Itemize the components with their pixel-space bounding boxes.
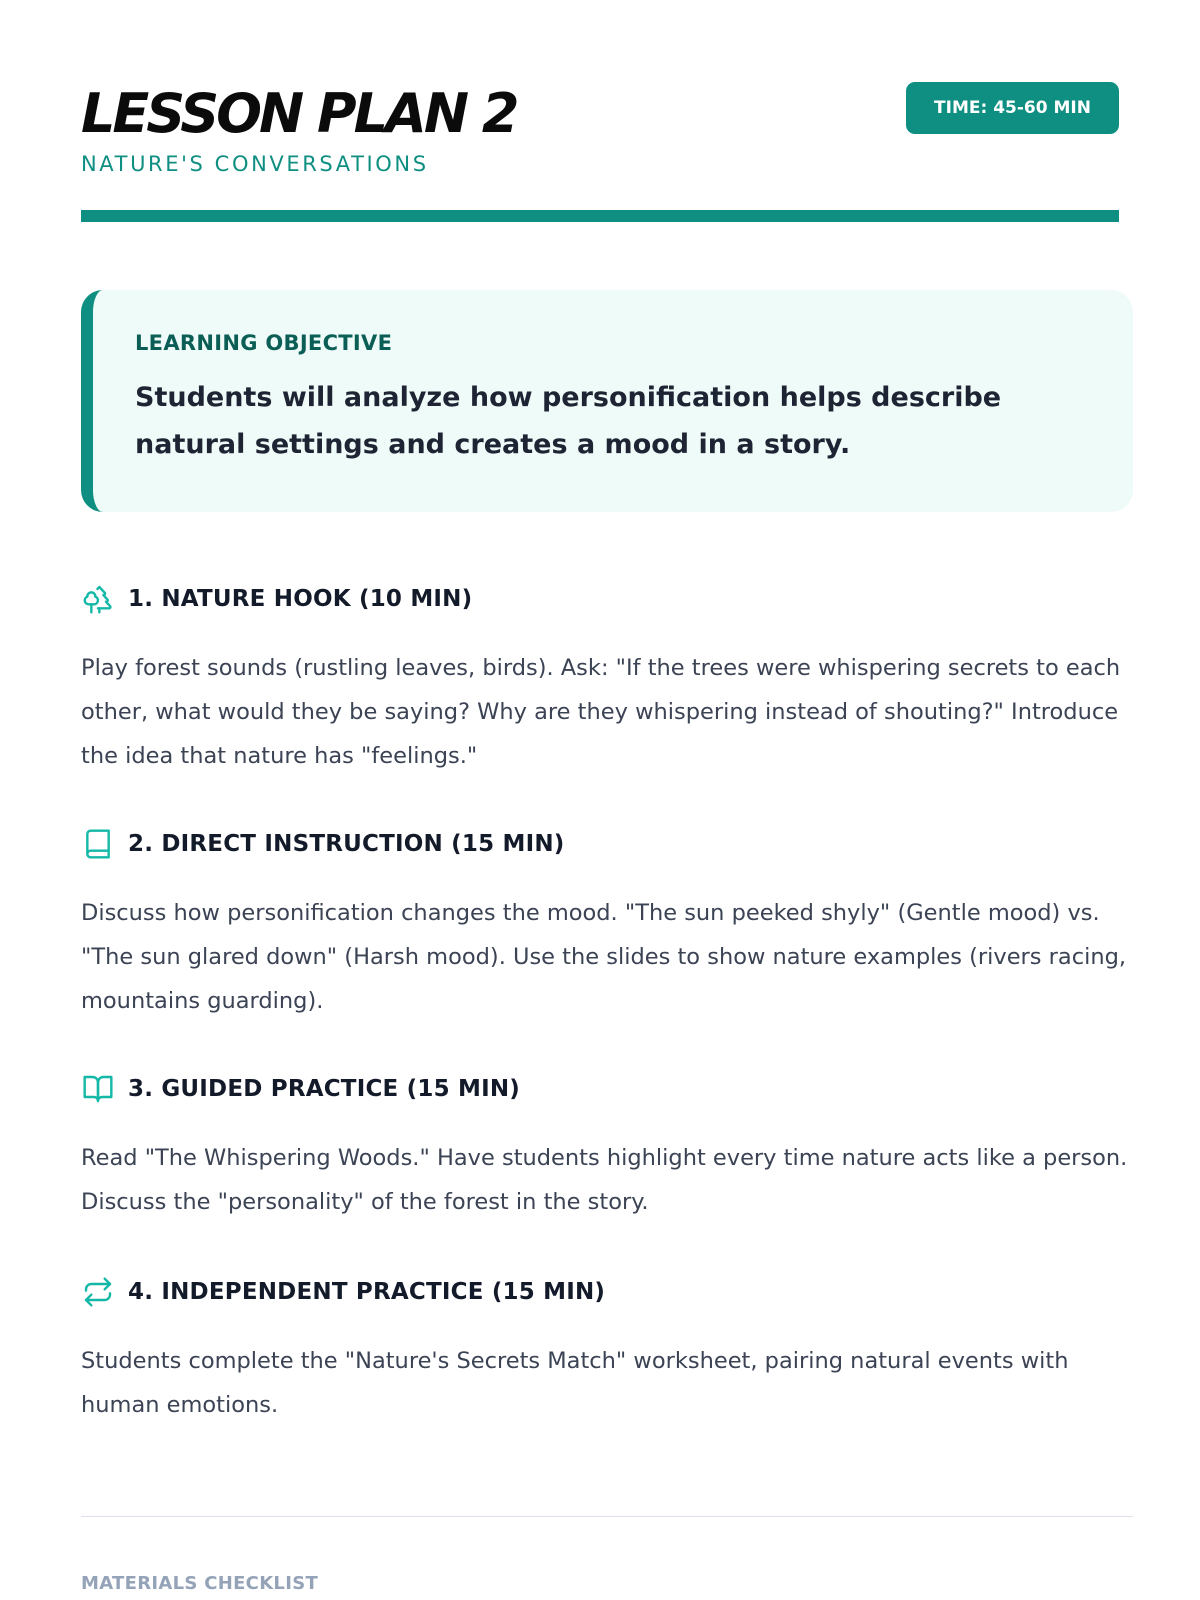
trees-icon [81,582,115,616]
section-title: 2. DIRECT INSTRUCTION (15 MIN) [128,831,565,857]
book-icon [81,827,115,861]
section-direct-instruction [81,827,1133,1023]
open-book-icon [81,1072,115,1106]
section-title: 4. INDEPENDENT PRACTICE (15 MIN) [128,1279,606,1305]
section-body: Play forest sounds (rustling leaves, birds). Ask: "If the trees were whispering secrets to each other, what would they be saying? Why are they whispering instead of shouting?" Introduce the idea that nature has "feelings." [81,655,1121,769]
section-independent-practice [81,1275,1133,1427]
objective-label: LEARNING OBJECTIVE [135,331,393,355]
section-body: Discuss how personification changes the mood. "The sun peeked shyly" (Gentle mood) vs. "The sun glared down" (Harsh mood). Use the slides to show nature examples (rivers racing, mountains guarding). [81,900,1127,1014]
page-title: LESSON PLAN 2 [81,82,517,145]
learning-objective-card [81,290,1133,512]
header-divider [81,210,1119,222]
objective-text: Students will analyze how personification helps describe natural settings and creates a mood in a story. [135,382,1002,460]
section-nature-hook [81,582,1133,778]
repeat-icon [81,1275,115,1309]
section-title: 3. GUIDED PRACTICE (15 MIN) [128,1076,520,1102]
time-badge: TIME: 45-60 MIN [906,82,1119,134]
materials-checklist-label: MATERIALS CHECKLIST [81,1573,319,1594]
section-body: Read "The Whispering Woods." Have students highlight every time nature acts like a person. Discuss the "personality" of the forest in the story. [81,1145,1128,1215]
section-body: Students complete the "Nature's Secrets Match" worksheet, pairing natural events with human emotions. [81,1348,1069,1418]
footer-divider [81,1516,1133,1517]
section-title: 1. NATURE HOOK (10 MIN) [128,586,473,612]
header [81,0,1119,222]
page-subtitle: NATURE'S CONVERSATIONS [81,152,429,176]
section-guided-practice [81,1072,1133,1224]
